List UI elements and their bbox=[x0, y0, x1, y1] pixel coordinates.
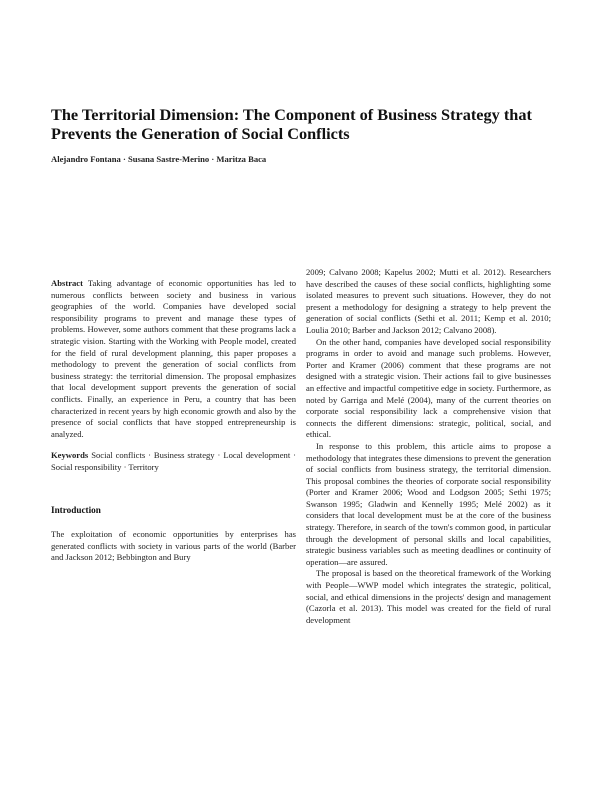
right-column bbox=[306, 267, 551, 626]
introduction-heading: Introduction bbox=[51, 504, 101, 515]
body-paragraph: 2009; Calvano 2008; Kapelus 2002; Mutti et al. 2012). Researchers have described the causes of these social conflicts, highlighting some isolated measures to prevent such situations. However, they do not present a methodology for designing a strategy to help prevent the generation of social conflicts (Sethi et al. 2011; Kemp et al. 2010; Loulia 2010; Barber and Jackson 2012; Calvano 2008). bbox=[306, 267, 551, 335]
keywords-text: Social conflicts · Business strategy · Local development · Social responsibility · Territory bbox=[51, 450, 296, 472]
abstract-label: Abstract bbox=[51, 278, 83, 288]
body-paragraph: On the other hand, companies have developed social responsibility programs in order to avoid and manage such problems. However, Porter and Kramer (2006) comment that these programs are not designed with a strategic vision. Their actions fail to give businesses an effective and impactful competitive edge in society. Furthermore, as noted by Garriga and Melé (2004), many of the current theories on corporate social responsibility lack a comprehensive vision that connects the different dimensions: strategic, political, social, and ethical. bbox=[306, 336, 551, 440]
introduction-paragraph: The exploitation of economic opportunities by enterprises has generated conflicts with society in various parts of the world (Barber and Jackson 2012; Bebbington and Bury bbox=[51, 529, 296, 563]
abstract-paragraph bbox=[51, 278, 296, 440]
author-list: Alejandro Fontana · Susana Sastre-Merino · Maritza Baca bbox=[51, 154, 267, 164]
abstract-text: Taking advantage of economic opportunities has led to numerous conflicts between society and business in various geographies of the world. Companies have developed social responsibility programs to prevent and manage these types of problems. However, some authors comment that these programs lack a strategic vision. Starting with the Working with People model, created for the field of rural development planning, this paper proposes a methodology to prevent the generation of social conflicts from business strategy: the territorial dimension. The proposal emphasizes that local development support prevents the generation of social conflicts. Finally, an experience in Peru, a country that has been characterized in recent years by high economic growth and also by the presence of social conflicts that have stopped entrepreneurship is analyzed. bbox=[51, 278, 297, 439]
keywords-paragraph bbox=[51, 450, 296, 473]
keywords-label: Keywords bbox=[51, 450, 89, 461]
left-column bbox=[51, 278, 296, 564]
body-paragraph: In response to this problem, this article aims to propose a methodology that integrates these dimensions to prevent the generation of social conflicts from business strategy, the territorial dimension. This proposal combines the theories of corporate social responsibility (Porter and Kramer 2006; Wood and Lodgson 2005; Sethi 1975; Swanson 1995; Gladwin and Kennelly 1995; Melé 2002) as it considers that local development must be at the core of the business strategy. Therefore, in search of the town's common good, in particular through the development of personal skills and local capabilities, strategic business variables such as meeting deadlines or continuity of operation—are assured. bbox=[306, 440, 551, 567]
paper-title: The Territorial Dimension: The Component of Business Strategy that Prevents the Generation of Social Conflicts bbox=[51, 105, 532, 143]
body-paragraph: The proposal is based on the theoretical framework of the Working with People—WWP model which integrates the strategic, political, social, and ethical dimensions in the projects' design and management (Cazorla et al. 2013). This model was created for the field of rural development bbox=[306, 568, 551, 625]
